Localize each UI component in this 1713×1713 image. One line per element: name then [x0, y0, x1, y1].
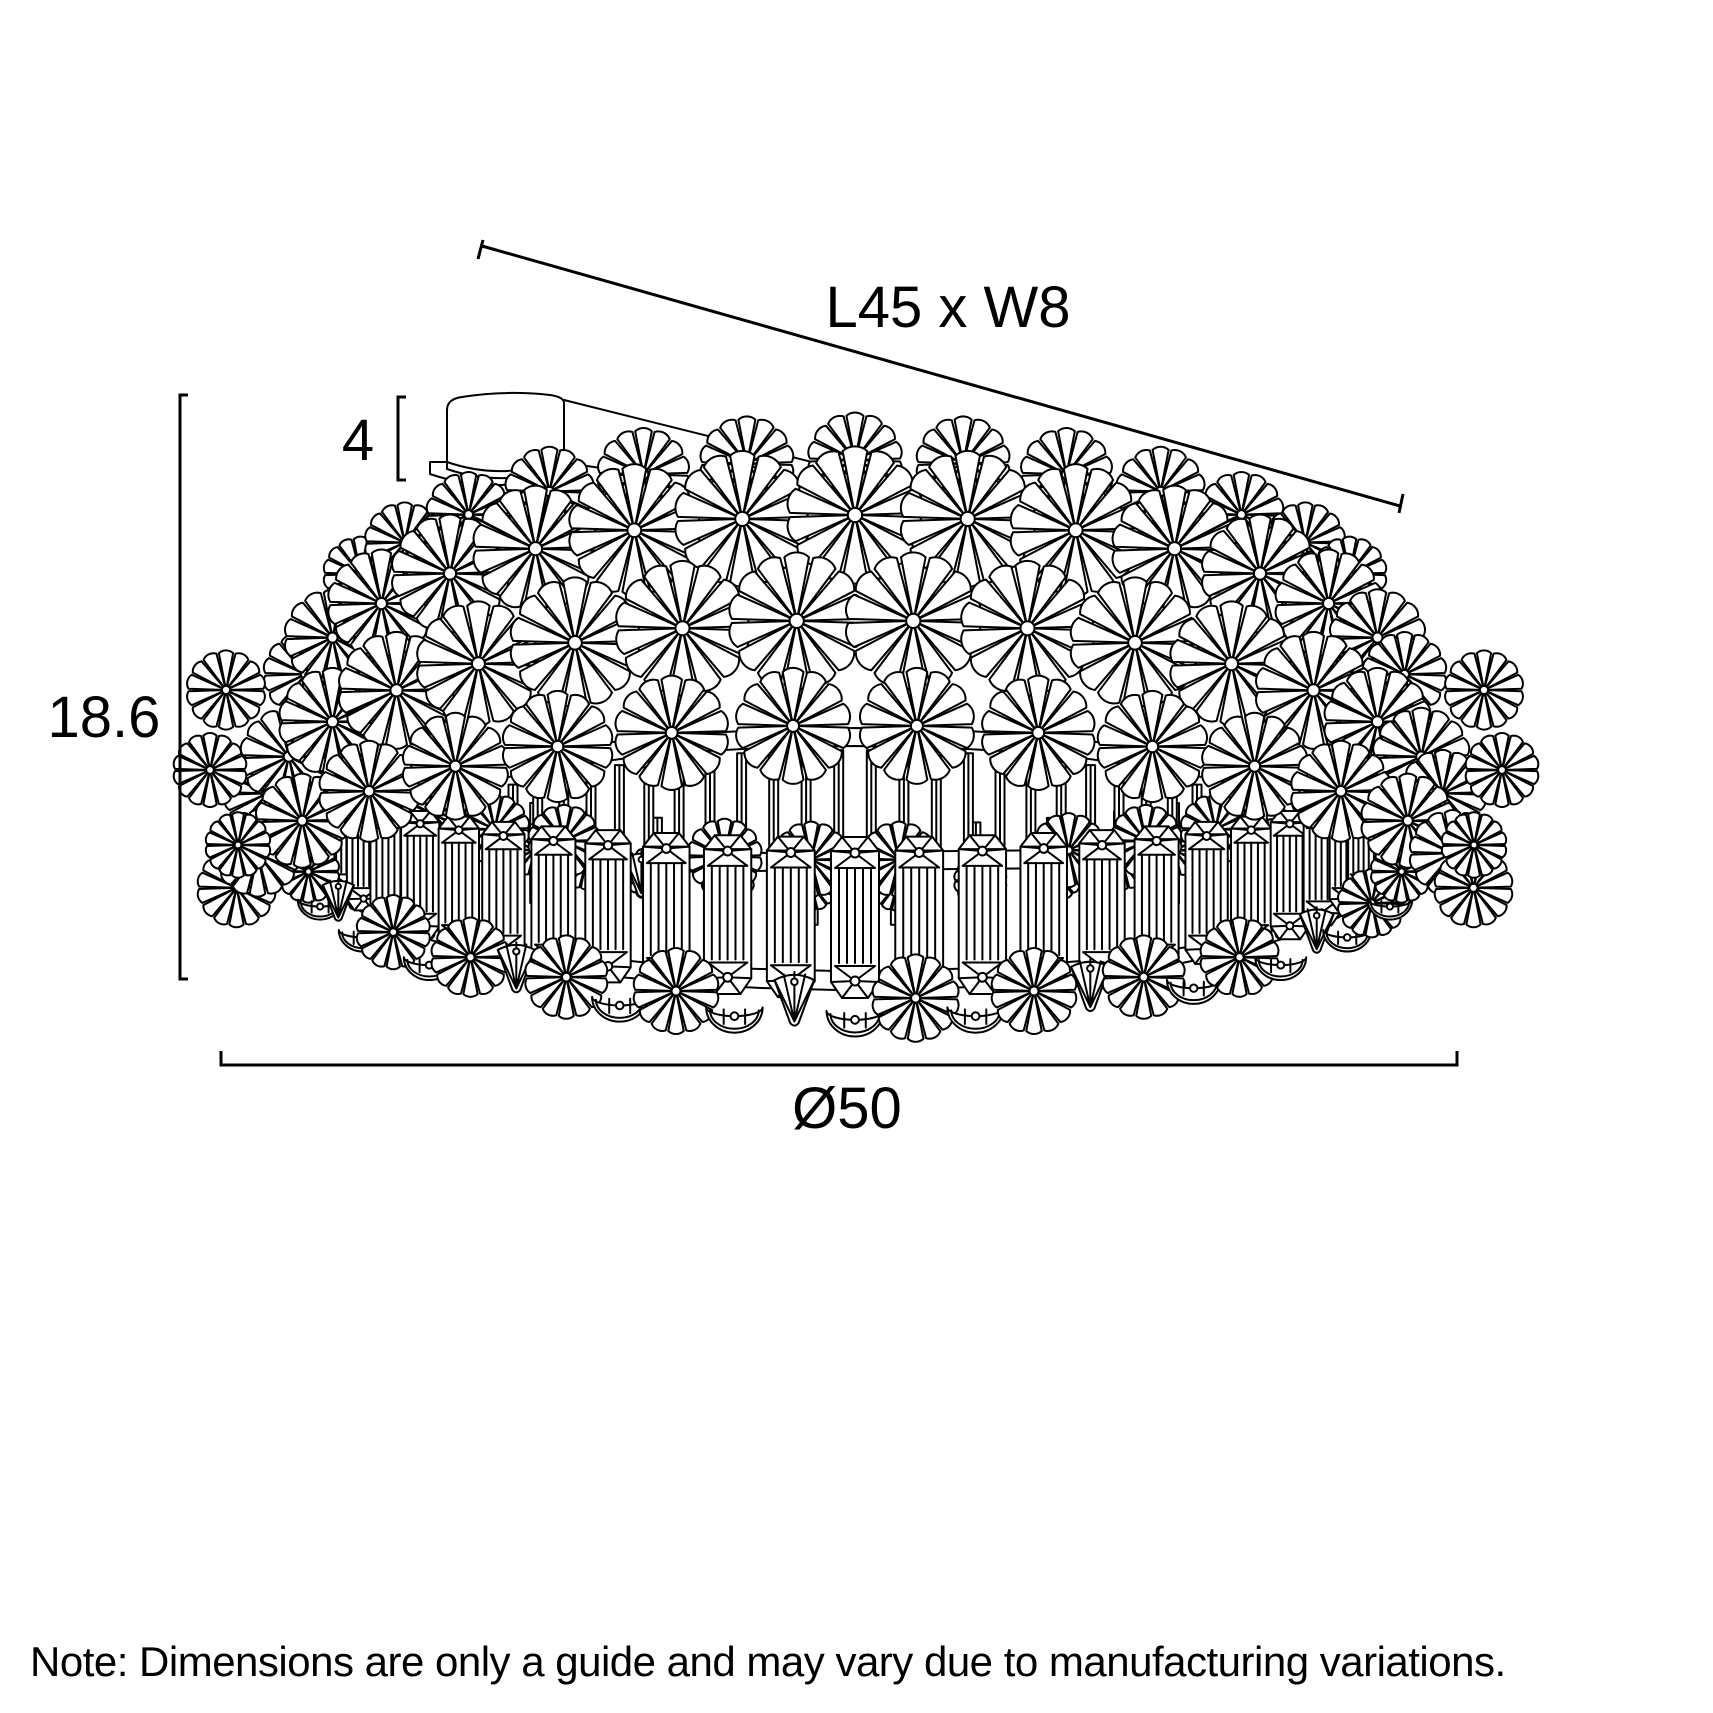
canopy-height-label: 4: [341, 408, 375, 473]
chandelier-drawing: [174, 393, 1539, 1042]
canopy-height-bracket: [398, 397, 406, 480]
bar-dimension-label: L45 x W8: [825, 275, 1071, 340]
diameter-dimension-line: [221, 1051, 1457, 1065]
note-text: Note: Dimensions are only a guide and may vary due to manufacturing variations.: [30, 1638, 1506, 1685]
diameter-label: Ø50: [792, 1076, 902, 1141]
overall-height-label: 18.6: [47, 685, 161, 750]
